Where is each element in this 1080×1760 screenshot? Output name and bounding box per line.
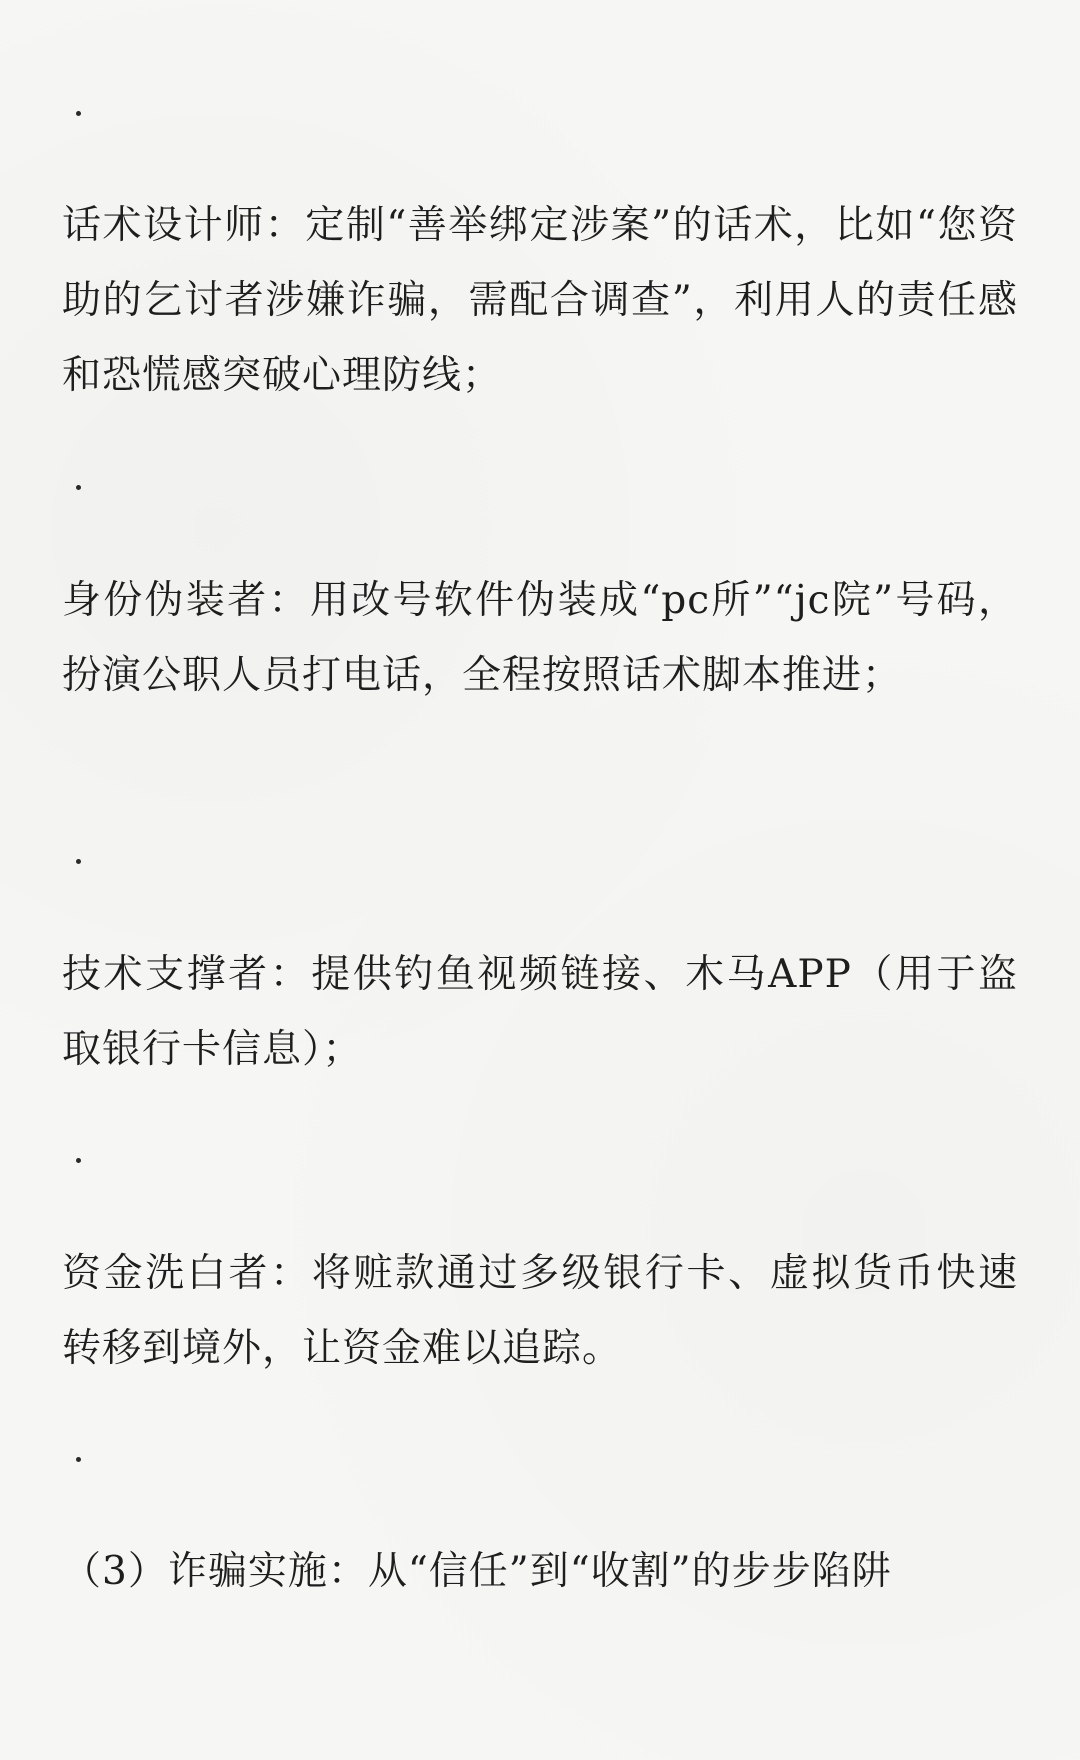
paragraph-tech-supporter: 技术支撑者：提供钓鱼视频链接、木马APP（用于盗取银行卡信息）； xyxy=(62,952,1018,1072)
separator-dot xyxy=(76,111,81,116)
separator-dot xyxy=(76,859,81,864)
section-heading-fraud-implementation: （3）诈骗实施：从“信任”到“收割”的步步陷阱 xyxy=(62,1549,892,1594)
separator-dot xyxy=(76,485,81,490)
separator-dot xyxy=(76,1457,81,1462)
paragraph-money-launderer: 资金洗白者：将赃款通过多级银行卡、虚拟货币快速转移到境外，让资金难以追踪。 xyxy=(62,1251,1018,1371)
paragraph-identity-disguiser: 身份伪装者：用改号软件伪装成“pc所”“jc院”号码，扮演公职人员打电话，全程按照话术脚本推进； xyxy=(62,578,1018,698)
separator-dot xyxy=(76,1158,81,1163)
paragraph-script-designer: 话术设计师：定制“善举绑定涉案”的话术，比如“您资助的乞讨者涉嫌诈骗，需配合调查”，利用人的责任感和恐慌感突破心理防线； xyxy=(62,203,1018,398)
